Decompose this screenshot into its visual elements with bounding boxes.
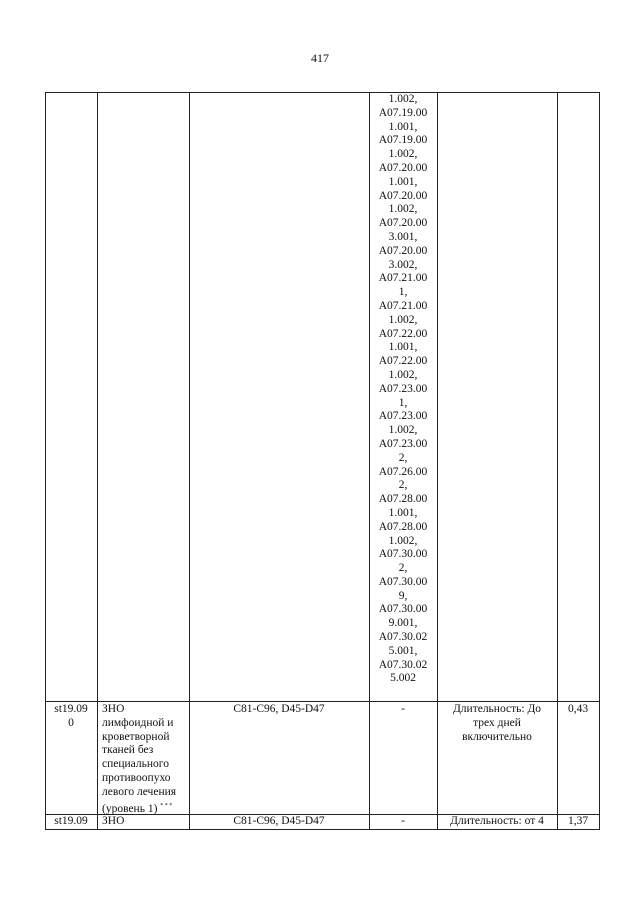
row-coefficient-cell: 0,43: [567, 703, 589, 715]
table-border-bottom: [45, 829, 600, 830]
row-service-cell: -: [401, 703, 405, 715]
column-divider: [437, 92, 438, 830]
service-codes-cell: 1.002, A07.19.00 1.001, A07.19.00 1.002, A07.20.00 1.001, A07.20.00 1.002, A07.20.00 3.001, A07.20.00 3.002, A07.21.00 1, A07.21.00 1.002, A07.22.00 1.001, A07.22.00 1.002, A07.23.00 1, A07.23.00 1.002, A07.23.00 2, A07.26.00 2, A07.28.00 1.001, A07.28.00 1.002, A07.30.00 2, A07.30.00 9, A07.30.00 9.001, A07.30.02 5.001, A07.30.02 5.002: [378, 93, 428, 685]
tariff-table: [45, 92, 600, 830]
row-code-line: st19.09: [54, 703, 88, 715]
column-divider: [189, 92, 190, 830]
footnote-mark: * * *: [160, 802, 173, 809]
row-name-cell: [102, 703, 188, 816]
row-divider: [45, 701, 600, 702]
row-code-cell: [45, 703, 97, 731]
row-diagnosis-cell: C81-C96, D45-D47: [233, 815, 325, 827]
row-name-cell: ЗНО: [102, 815, 125, 827]
row-coefficient-cell: 1,37: [567, 815, 589, 827]
row-service-cell: -: [401, 815, 405, 827]
row-criteria-cell: Длительность: До трех дней включительно: [452, 703, 542, 743]
table-border-top: [45, 92, 600, 93]
row-code-cell: st19.09: [54, 815, 88, 827]
row-criteria-cell: Длительность: от 4: [450, 815, 544, 827]
column-divider: [557, 92, 558, 830]
row-diagnosis-cell: C81-C96, D45-D47: [233, 703, 325, 715]
row-code-line: 0: [68, 716, 74, 729]
table-border-right: [599, 92, 600, 830]
column-divider: [97, 92, 98, 830]
row-name-text: ЗНО лимфоидной и кроветворной тканей без специального противоопухо левого лечения (уровень 1): [102, 703, 177, 815]
page-number: 417: [311, 51, 329, 65]
